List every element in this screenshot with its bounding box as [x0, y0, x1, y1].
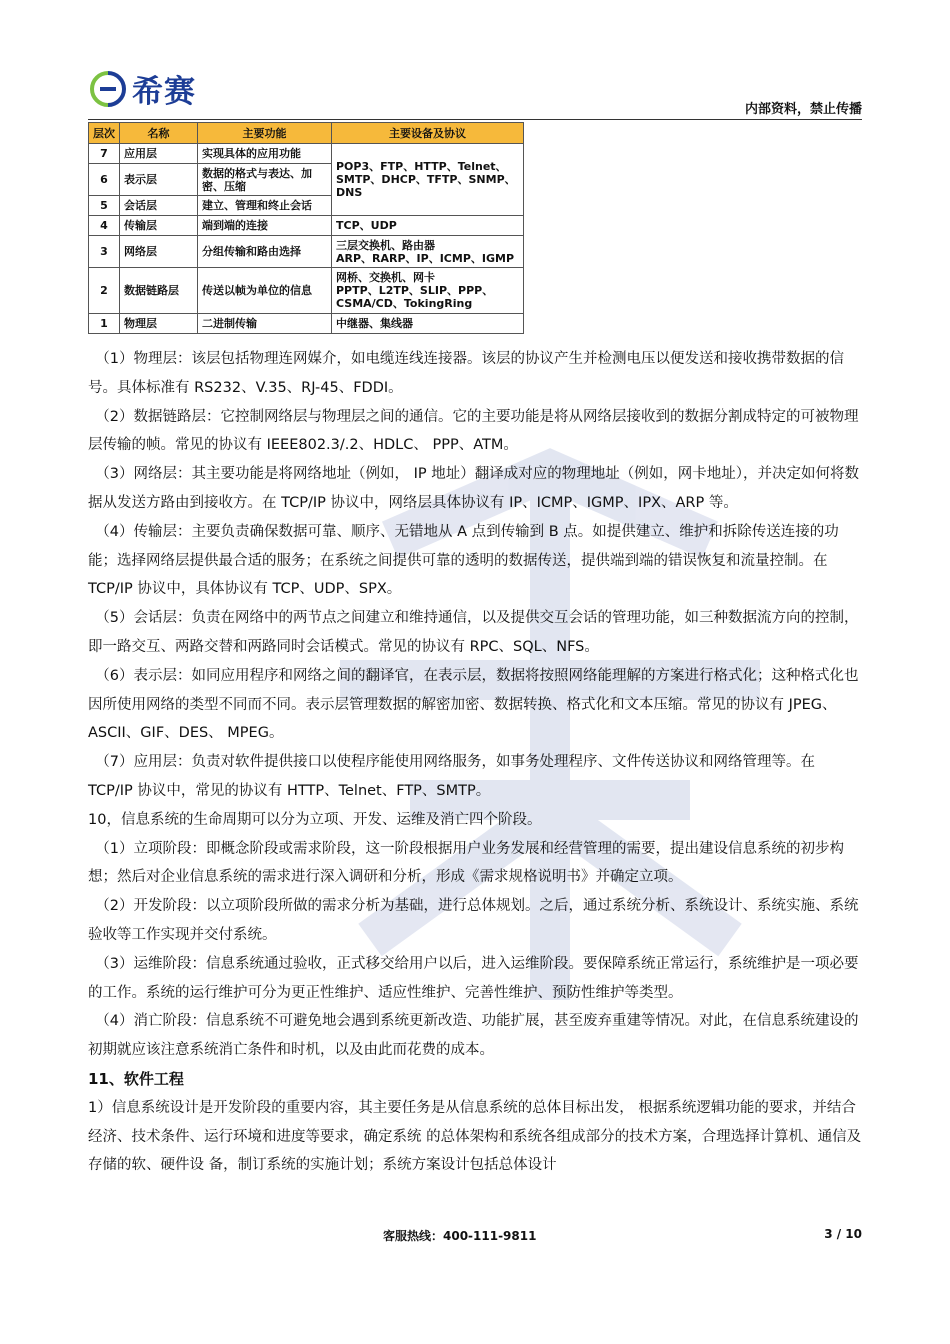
layer-number: 1: [89, 314, 120, 334]
paragraph: （5）会话层：负责在网络中的两节点之间建立和维持通信，以及提供交互会话的管理功能，如三种数据流方向的控制，即一路交互、两路交替和两路同时会话模式。常见的协议有 RPC、SQL、NFS。: [88, 610, 859, 655]
protocols-line: PPTP、L2TP、SLIP、PPP、: [336, 284, 494, 297]
col-header-function: 主要功能: [198, 123, 332, 144]
protocols-line: 三层交换机、路由器: [336, 238, 435, 252]
layer-protocols: [332, 236, 524, 268]
layer-number: 4: [89, 216, 120, 236]
protocols-line: 网桥、交换机、网卡: [336, 271, 435, 284]
layer-name: 物理层: [120, 314, 198, 334]
layer-name: 数据链路层: [120, 268, 198, 314]
paragraph: （7）应用层：负责对软件提供接口以使程序能使用网络服务，如事务处理程序、文件传送协议和网络管理等。在 TCP/IP 协议中，常见的协议有 HTTP、Telnet、FTP、SMTP。: [88, 754, 815, 799]
layer-name: 传输层: [120, 216, 198, 236]
protocols-line: ARP、RARP、IP、ICMP、IGMP: [336, 251, 515, 265]
paragraph: 1）信息系统设计是开发阶段的重要内容，其主要任务是从信息系统的总体目标出发， 根据系统逻辑功能的要求，并结合经济、技术条件、运行环境和进度等要求，确定系统 的总体架构和系统各组成部分的技术方案，合理选择计算机、通信及存储的软、硬件设 备，制订系统的实施计划；系统方案设计包括总体设计: [88, 1099, 862, 1174]
brand-name: 希赛: [132, 74, 196, 110]
layer-number: 7: [89, 144, 120, 164]
layer-protocols: 中继器、集线器: [332, 314, 524, 334]
layer-function: 分组传输和路由选择: [198, 236, 332, 268]
header-divider: [88, 119, 862, 120]
section-heading: 11、软件工程: [88, 1069, 184, 1088]
document-body: [88, 345, 864, 1180]
table-row: [89, 236, 524, 268]
osi-layer-table: [88, 122, 524, 334]
col-header-name: 名称: [120, 123, 198, 144]
col-header-layer: 层次: [89, 123, 120, 144]
table-header-row: [89, 123, 524, 144]
layer-number: 6: [89, 164, 120, 196]
layer-name: 会话层: [120, 196, 198, 216]
table-row: [89, 216, 524, 236]
upper-layer-protocols: POP3、FTP、HTTP、Telnet、SMTP、DHCP、TFTP、SNMP、DNS: [332, 144, 524, 216]
table-row: [89, 314, 524, 334]
paragraph: （1）物理层：该层包括物理连网媒介，如电缆连线连接器。该层的协议产生并检测电压以便发送和接收携带数据的信号。具体标准有 RS232、V.35、RJ-45、FDDI。: [88, 351, 844, 396]
customer-hotline: 客服热线：400-111-9811: [383, 1229, 537, 1243]
brand-logo: [88, 66, 196, 111]
paragraph: （6）表示层：如同应用程序和网络之间的翻译官，在表示层，数据将按照网络能理解的方案进行格式化；这种格式化也因所使用网络的类型不同而不同。表示层管理数据的解密加密、数据转换、格式化和文本压缩。常见的协议有 JPEG、ASCII、GIF、DES、 MPEG。: [88, 667, 859, 742]
layer-function: 二进制传输: [198, 314, 332, 334]
layer-name: 网络层: [120, 236, 198, 268]
layer-number: 3: [89, 236, 120, 268]
page-number: 3 / 10: [824, 1227, 862, 1241]
protocols-line: CSMA/CD、TokingRing: [336, 297, 473, 310]
paragraph: 10，信息系统的生命周期可以分为立项、开发、运维及消亡四个阶段。: [88, 811, 542, 828]
layer-protocols: TCP、UDP: [332, 216, 524, 236]
paragraph: （2）数据链路层：它控制网络层与物理层之间的通信。它的主要功能是将从网络层接收到的数据分割成特定的可被物理层传输的帧。常见的协议有 IEEE802.3/.2、HDLC、 PPP、ATM。: [88, 408, 859, 454]
layer-function: 传送以帧为单位的信息: [198, 268, 332, 314]
paragraph: （1）立项阶段：即概念阶段或需求阶段，这一阶段根据用户业务发展和经营管理的需要，提出建设信息系统的初步构想；然后对企业信息系统的需求进行深入调研和分析，形成《需求规格说明书》并确定立项。: [88, 840, 844, 886]
table-row: [89, 144, 524, 164]
paragraph: （2）开发阶段：以立项阶段所做的需求分析为基础，进行总体规划。之后，通过系统分析、系统设计、系统实施、系统验收等工作实现并交付系统。: [88, 898, 859, 943]
paragraph: （4）传输层：主要负责确保数据可靠、顺序、无错地从 A 点到传输到 B 点。如提供建立、维护和拆除传送连接的功能；选择网络层提供最合适的服务；在系统之间提供可靠的透明的数据传送，提供端到端的错误恢复和流量控制。在 TCP/IP 协议中，具体协议有 TCP、UDP、SPX。: [88, 523, 839, 598]
layer-function: 建立、管理和终止会话: [198, 196, 332, 216]
table-row: [89, 268, 524, 314]
brand-logo-icon: [88, 69, 128, 109]
paragraph: （3）网络层：其主要功能是将网络地址（例如， IP 地址）翻译成对应的物理地址（例如，网卡地址），并决定如何将数据从发送方路由到接收方。在 TCP/IP 协议中，网络层具体协议有 IP、ICMP、IGMP、IPX、ARP 等。: [88, 466, 859, 511]
layer-name: 应用层: [120, 144, 198, 164]
layer-function: 数据的格式与表达、加密、压缩: [198, 164, 332, 196]
layer-function: 实现具体的应用功能: [198, 144, 332, 164]
paragraph: （3）运维阶段：信息系统通过验收，正式移交给用户以后，进入运维阶段。要保障系统正常运行，系统维护是一项必要的工作。系统的运行维护可分为更正性维护、适应性维护、完善性维护、预防性维护等类型。: [88, 955, 859, 1001]
paragraph: （4）消亡阶段：信息系统不可避免地会遇到系统更新改造、功能扩展，甚至废弃重建等情况。对此，在信息系统建设的初期就应该注意系统消亡条件和时机，以及由此而花费的成本。: [88, 1013, 859, 1059]
col-header-protocols: 主要设备及协议: [332, 123, 524, 144]
layer-protocols: [332, 268, 524, 314]
confidential-notice: 内部资料，禁止传播: [744, 102, 862, 117]
layer-number: 5: [89, 196, 120, 216]
layer-name: 表示层: [120, 164, 198, 196]
layer-number: 2: [89, 268, 120, 314]
layer-function: 端到端的连接: [198, 216, 332, 236]
